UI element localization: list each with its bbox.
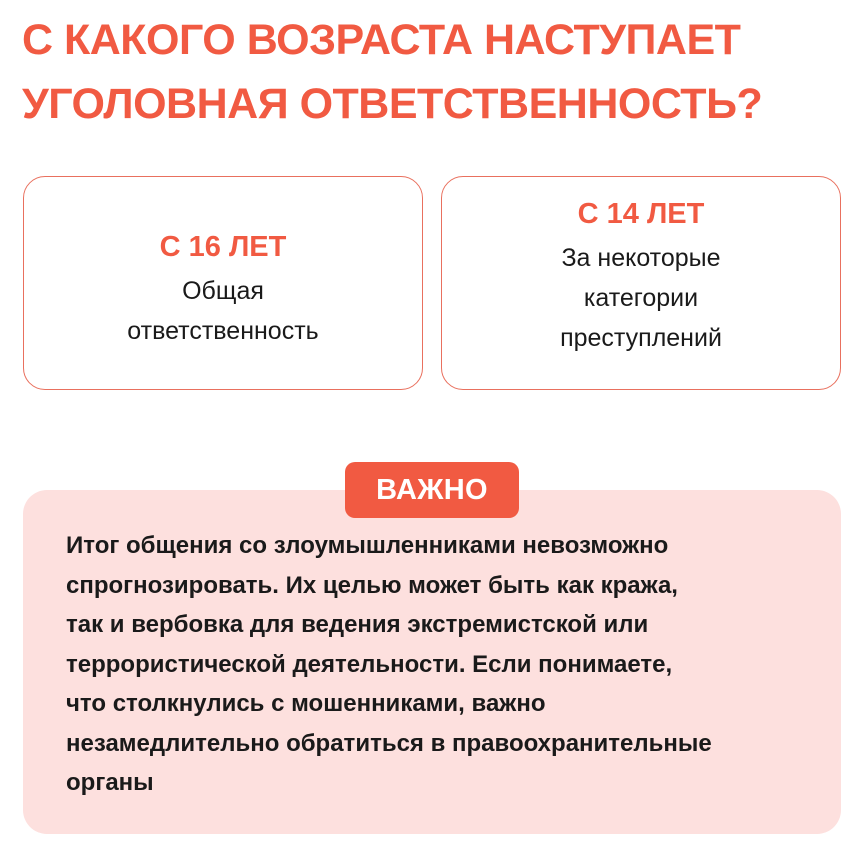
age-card-description-line: За некоторые <box>561 244 721 272</box>
important-notice-line: органы <box>66 769 154 796</box>
age-card-description-line: Общая <box>182 277 264 305</box>
age-card-description <box>560 238 722 358</box>
important-notice-line: незамедлительно обратиться в правоохранительные <box>66 729 712 757</box>
age-card-heading: С 16 ЛЕТ <box>159 231 287 263</box>
age-card-description-line: ответственность <box>127 317 319 345</box>
age-card-heading: С 14 ЛЕТ <box>577 198 705 230</box>
important-notice-line: что столкнулись с мошенниками, важно <box>66 690 546 717</box>
important-notice-line: Итог общения со злоумышленниками невозможно <box>66 532 669 559</box>
important-notice-text <box>66 526 826 803</box>
important-badge: ВАЖНО <box>345 462 519 518</box>
page-title-line-2: УГОЛОВНАЯ ОТВЕТСТВЕННОСТЬ? <box>22 80 763 128</box>
age-card-description <box>127 271 318 351</box>
age-card-16 <box>23 176 423 390</box>
age-card-description-line: категории <box>583 284 699 312</box>
page-title-line-1: С КАКОГО ВОЗРАСТА НАСТУПАЕТ <box>22 16 741 64</box>
important-notice-line: так и вербовка для ведения экстремистской или <box>66 611 649 638</box>
age-card-description-line: преступлений <box>560 324 722 352</box>
age-card-14 <box>441 176 841 390</box>
page-title <box>22 8 842 136</box>
important-notice-line: спрогнозировать. Их целью может быть как кража, <box>66 571 678 599</box>
important-notice-line: террористической деятельности. Если понимаете, <box>66 650 673 678</box>
